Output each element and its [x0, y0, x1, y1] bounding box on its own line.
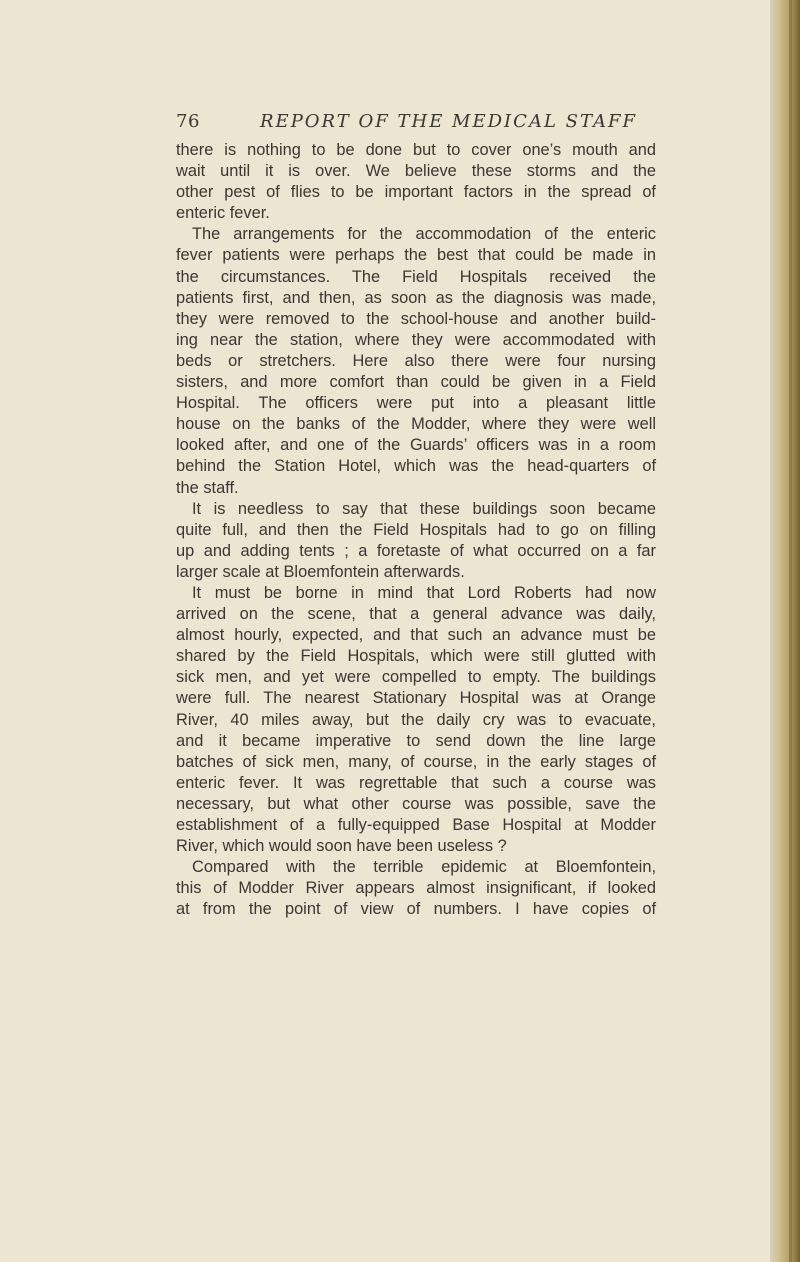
text-line: It must be borne in mind that Lord Roberts had now	[192, 583, 656, 602]
text-line: patients first, and then, as soon as the diagnosis was made,	[176, 288, 656, 307]
text-line: It is needless to say that these buildings soon became	[192, 499, 656, 518]
text-line: Hospital. The officers were put into a pleasant little	[176, 394, 656, 413]
text-line: the circumstances. The Field Hospitals received the	[176, 267, 656, 286]
page-header	[176, 110, 656, 134]
text-line: River, 40 miles away, but the daily cry was to evacuate,	[176, 710, 656, 729]
text-line: other pest of flies to be important factors in the spread of	[176, 183, 656, 202]
text-line: The arrangements for the accommodation of the enteric	[192, 225, 656, 244]
text-line: house on the banks of the Modder, where they were well	[176, 415, 656, 434]
text-line: enteric fever.	[176, 204, 270, 223]
text-line: almost hourly, expected, and that such an advance must be	[176, 626, 656, 645]
text-line: arrived on the scene, that a general advance was daily,	[176, 605, 656, 624]
page-edge-shadow	[789, 0, 792, 1262]
text-line: the staff.	[176, 478, 239, 497]
text-line: establishment of a fully-equipped Base Hospital at Modder	[176, 816, 656, 834]
text-line: wait until it is over. We believe these storms and the	[176, 162, 656, 181]
text-line: sisters, and more comfort than could be given in a Field	[176, 373, 656, 392]
text-line: behind the Station Hotel, which was the head-quarters of	[176, 457, 656, 476]
text-line: they were removed to the school-house and another build-	[176, 309, 656, 328]
text-line: up and adding tents ; a foretaste of what occurred on a far	[176, 541, 656, 560]
text-line: beds or stretchers. Here also there were four nursing	[176, 351, 656, 370]
page-number: 76	[176, 111, 200, 132]
text-line: sick men, and yet were compelled to empty. The buildings	[176, 668, 656, 687]
text-line: at from the point of view of numbers. I have copies of	[176, 900, 656, 919]
text-line: Compared with the terrible epidemic at Bloemfontein,	[192, 858, 656, 877]
text-line: and it became imperative to send down the line large	[176, 731, 656, 750]
text-line: this of Modder River appears almost insignificant, if looked	[176, 879, 656, 898]
text-line: batches of sick men, many, of course, in the early stages of	[176, 752, 656, 771]
running-title: REPORT OF THE MEDICAL STAFF	[260, 111, 637, 132]
text-line: River, which would soon have been useless ?	[176, 837, 507, 856]
text-line: larger scale at Bloemfontein afterwards.	[176, 562, 465, 581]
text-line: ing near the station, where they were accommodated with	[176, 330, 656, 349]
text-line: fever patients were perhaps the best that could be made in	[176, 246, 656, 265]
text-line: enteric fever. It was regrettable that such a course was	[176, 773, 656, 792]
text-line: were full. The nearest Stationary Hospital was at Orange	[176, 689, 656, 708]
text-line: quite full, and then the Field Hospitals had to go on filling	[176, 520, 656, 539]
page-edge	[770, 0, 800, 1262]
text-line: looked after, and one of the Guards’ officers was in a room	[176, 436, 656, 455]
text-line: necessary, but what other course was possible, save the	[176, 794, 656, 813]
body-text	[176, 140, 656, 920]
text-line: shared by the Field Hospitals, which were still glutted with	[176, 647, 656, 666]
text-line: there is nothing to be done but to cover one’s mouth and	[176, 141, 656, 159]
